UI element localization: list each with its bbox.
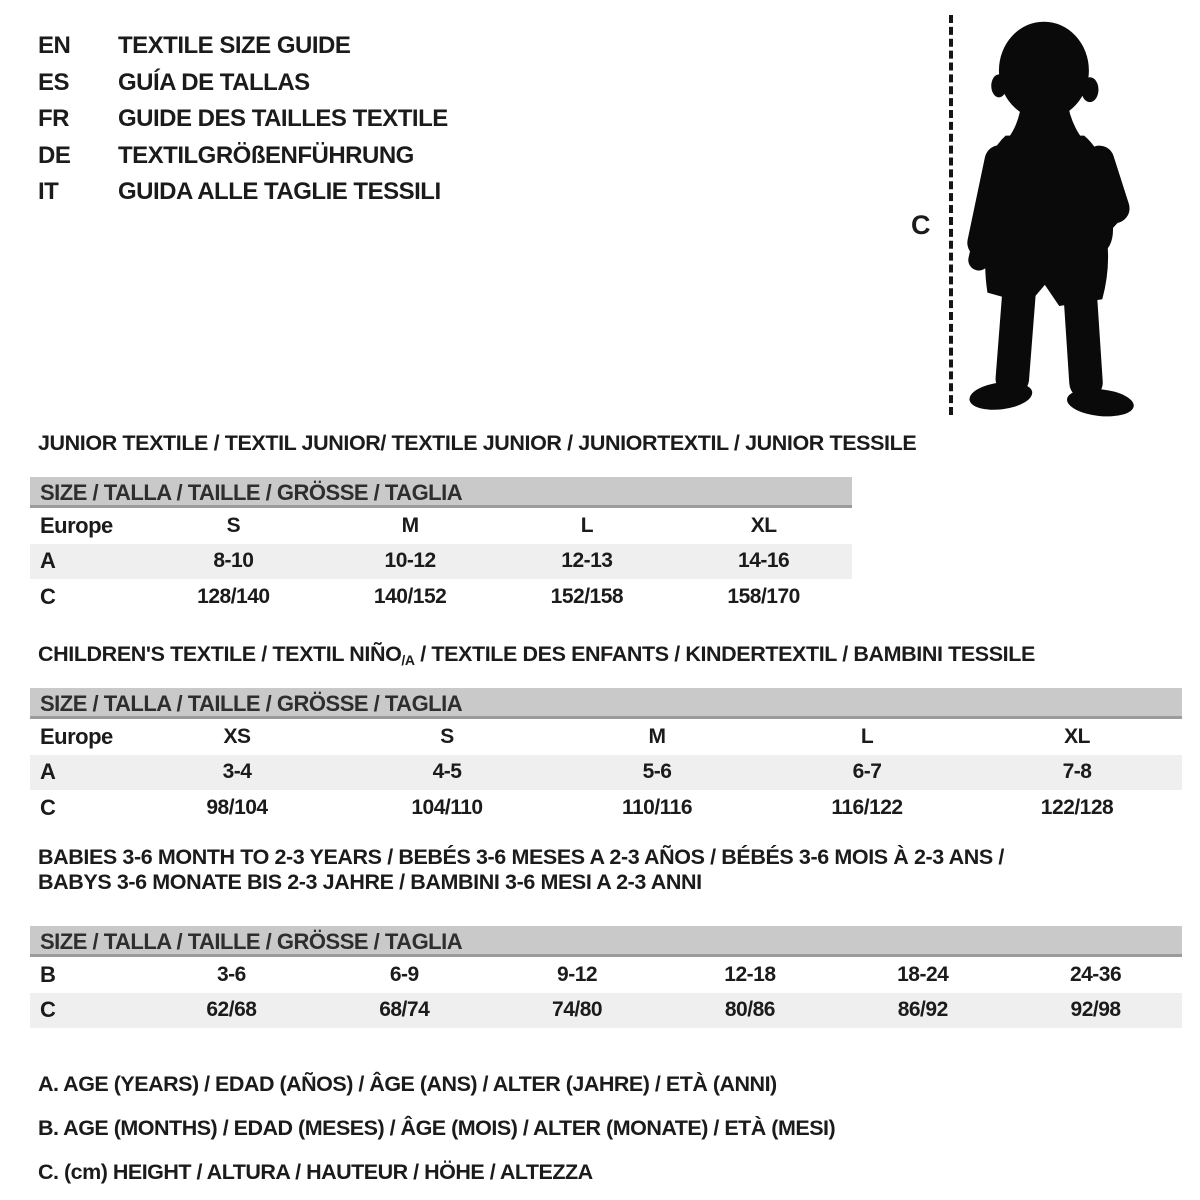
- row-cell: 122/128: [1040, 795, 1114, 819]
- height-figure: [895, 10, 1165, 422]
- language-row: [38, 138, 448, 175]
- row-label: C: [40, 997, 56, 1023]
- row-cell: S: [226, 513, 241, 537]
- row-cell: 128/140: [197, 584, 270, 608]
- row-cell: S: [440, 724, 454, 748]
- row-cell: 12-13: [561, 549, 613, 573]
- row-cell: 140/152: [373, 584, 447, 608]
- row-cell: 10-12: [384, 549, 436, 573]
- section-heading-line: [38, 870, 1004, 895]
- row-cell: 110/116: [621, 795, 693, 819]
- table-row: [30, 957, 1182, 993]
- row-cell: 9-12: [557, 962, 598, 986]
- legend-line: B. AGE (MONTHS) / EDAD (MESES) / ÂGE (MOIS) / ALTER (MONATE) / ETÀ (MESI): [38, 1115, 836, 1140]
- table-row: [30, 993, 1182, 1029]
- row-label: C: [40, 794, 56, 820]
- row-cell: L: [860, 724, 874, 748]
- language-title: TEXTILE SIZE GUIDE: [118, 32, 351, 60]
- junior-size-table: [30, 477, 852, 615]
- language-code: EN: [38, 32, 71, 60]
- language-code: ES: [38, 68, 70, 96]
- size-header-bar: SIZE / TALLA / TAILLE / GRÖSSE / TAGLIA: [30, 926, 1182, 957]
- row-cell: 6-9: [389, 962, 419, 986]
- table-row: [30, 579, 852, 615]
- language-title: GUIDE DES TAILLES TEXTILE: [118, 105, 448, 133]
- row-cell: 68/74: [379, 998, 430, 1022]
- baby-silhouette-icon: [967, 15, 1139, 417]
- section-heading-line: [38, 642, 1035, 668]
- language-title: GUÍA DE TALLAS: [118, 68, 310, 96]
- row-label: Europe: [40, 723, 113, 749]
- section-heading: [38, 642, 1035, 668]
- row-cell: 62/68: [206, 998, 257, 1022]
- row-cell: 86/92: [897, 998, 948, 1022]
- row-cell: 92/98: [1070, 998, 1121, 1022]
- row-label: C: [40, 583, 56, 609]
- row-cell: L: [580, 513, 594, 537]
- row-label: B: [40, 961, 56, 987]
- size-header-bar: SIZE / TALLA / TAILLE / GRÖSSE / TAGLIA: [30, 688, 1182, 719]
- language-code: DE: [38, 141, 71, 169]
- height-measure-label: C: [911, 210, 930, 240]
- language-row: [38, 174, 448, 211]
- row-label: A: [40, 759, 56, 785]
- row-cell: 14-16: [738, 549, 790, 573]
- row-cell: 116/122: [831, 795, 903, 819]
- heading-text: / TEXTILE DES ENFANTS / KINDERTEXTIL / BAMBINI TESSILE: [414, 642, 1035, 666]
- language-title: GUIDA ALLE TAGLIE TESSILI: [118, 178, 441, 206]
- measurement-legend: [38, 1062, 835, 1194]
- heading-text: CHILDREN'S TEXTILE / TEXTIL NIÑO: [38, 642, 402, 666]
- row-cell: 6-7: [852, 760, 882, 784]
- heading-text: BABIES 3-6 MONTH TO 2-3 YEARS / BEBÉS 3-6 MESES A 2-3 AÑOS / BÉBÉS 3-6 MOIS À 2-3 ANS /: [38, 845, 1004, 869]
- row-cell: XL: [1064, 724, 1090, 748]
- row-cell: XL: [750, 513, 777, 537]
- section-heading: [38, 431, 916, 456]
- row-cell: 80/86: [724, 998, 775, 1022]
- row-cell: 98/104: [206, 795, 268, 819]
- row-cell: M: [648, 724, 666, 748]
- row-cell: 4-5: [432, 760, 462, 784]
- heading-text: BABYS 3-6 MONATE BIS 2-3 JAHRE / BAMBINI 3-6 MESI A 2-3 ANNI: [38, 870, 702, 894]
- babies-size-table: [30, 926, 1182, 1028]
- section-heading: [38, 845, 1004, 895]
- table-row: [30, 508, 852, 544]
- height-measure-line: [949, 15, 953, 415]
- section-heading-line: [38, 845, 1004, 870]
- table-row: [30, 790, 1182, 826]
- table-row: [30, 544, 852, 580]
- heading-subscript: /A: [401, 652, 415, 668]
- row-cell: 24-36: [1069, 962, 1122, 986]
- row-cell: 152/158: [550, 584, 624, 608]
- legend-line: C. (cm) HEIGHT / ALTURA / HAUTEUR / HÖHE / ALTEZZA: [38, 1159, 593, 1184]
- row-cell: 158/170: [727, 584, 800, 608]
- row-cell: 3-6: [216, 962, 246, 986]
- language-row: [38, 65, 448, 102]
- row-cell: 74/80: [552, 998, 603, 1022]
- language-row: [38, 28, 448, 65]
- size-header-bar: SIZE / TALLA / TAILLE / GRÖSSE / TAGLIA: [30, 477, 852, 508]
- row-cell: 7-8: [1062, 760, 1092, 784]
- row-cell: 3-4: [222, 760, 252, 784]
- language-code: FR: [38, 105, 69, 133]
- language-code: IT: [38, 178, 59, 206]
- children-size-table: [30, 688, 1182, 826]
- row-cell: 8-10: [213, 549, 254, 573]
- row-cell: 18-24: [897, 962, 949, 986]
- row-cell: 104/110: [411, 795, 483, 819]
- heading-text: JUNIOR TEXTILE / TEXTIL JUNIOR/ TEXTILE JUNIOR / JUNIORTEXTIL / JUNIOR TESSILE: [38, 431, 917, 455]
- row-cell: XS: [223, 724, 251, 748]
- legend-line: A. AGE (YEARS) / EDAD (AÑOS) / ÂGE (ANS) / ALTER (JAHRE) / ETÀ (ANNI): [38, 1071, 777, 1096]
- row-label: A: [40, 548, 56, 574]
- section-heading-line: [38, 431, 916, 456]
- row-cell: 5-6: [642, 760, 672, 784]
- language-row: [38, 101, 448, 138]
- language-title-list: [38, 28, 448, 211]
- row-cell: 12-18: [724, 962, 776, 986]
- table-row: [30, 755, 1182, 791]
- table-row: [30, 719, 1182, 755]
- row-cell: M: [401, 513, 419, 537]
- language-title: TEXTILGRÖßENFÜHRUNG: [118, 141, 414, 169]
- row-label: Europe: [40, 512, 113, 538]
